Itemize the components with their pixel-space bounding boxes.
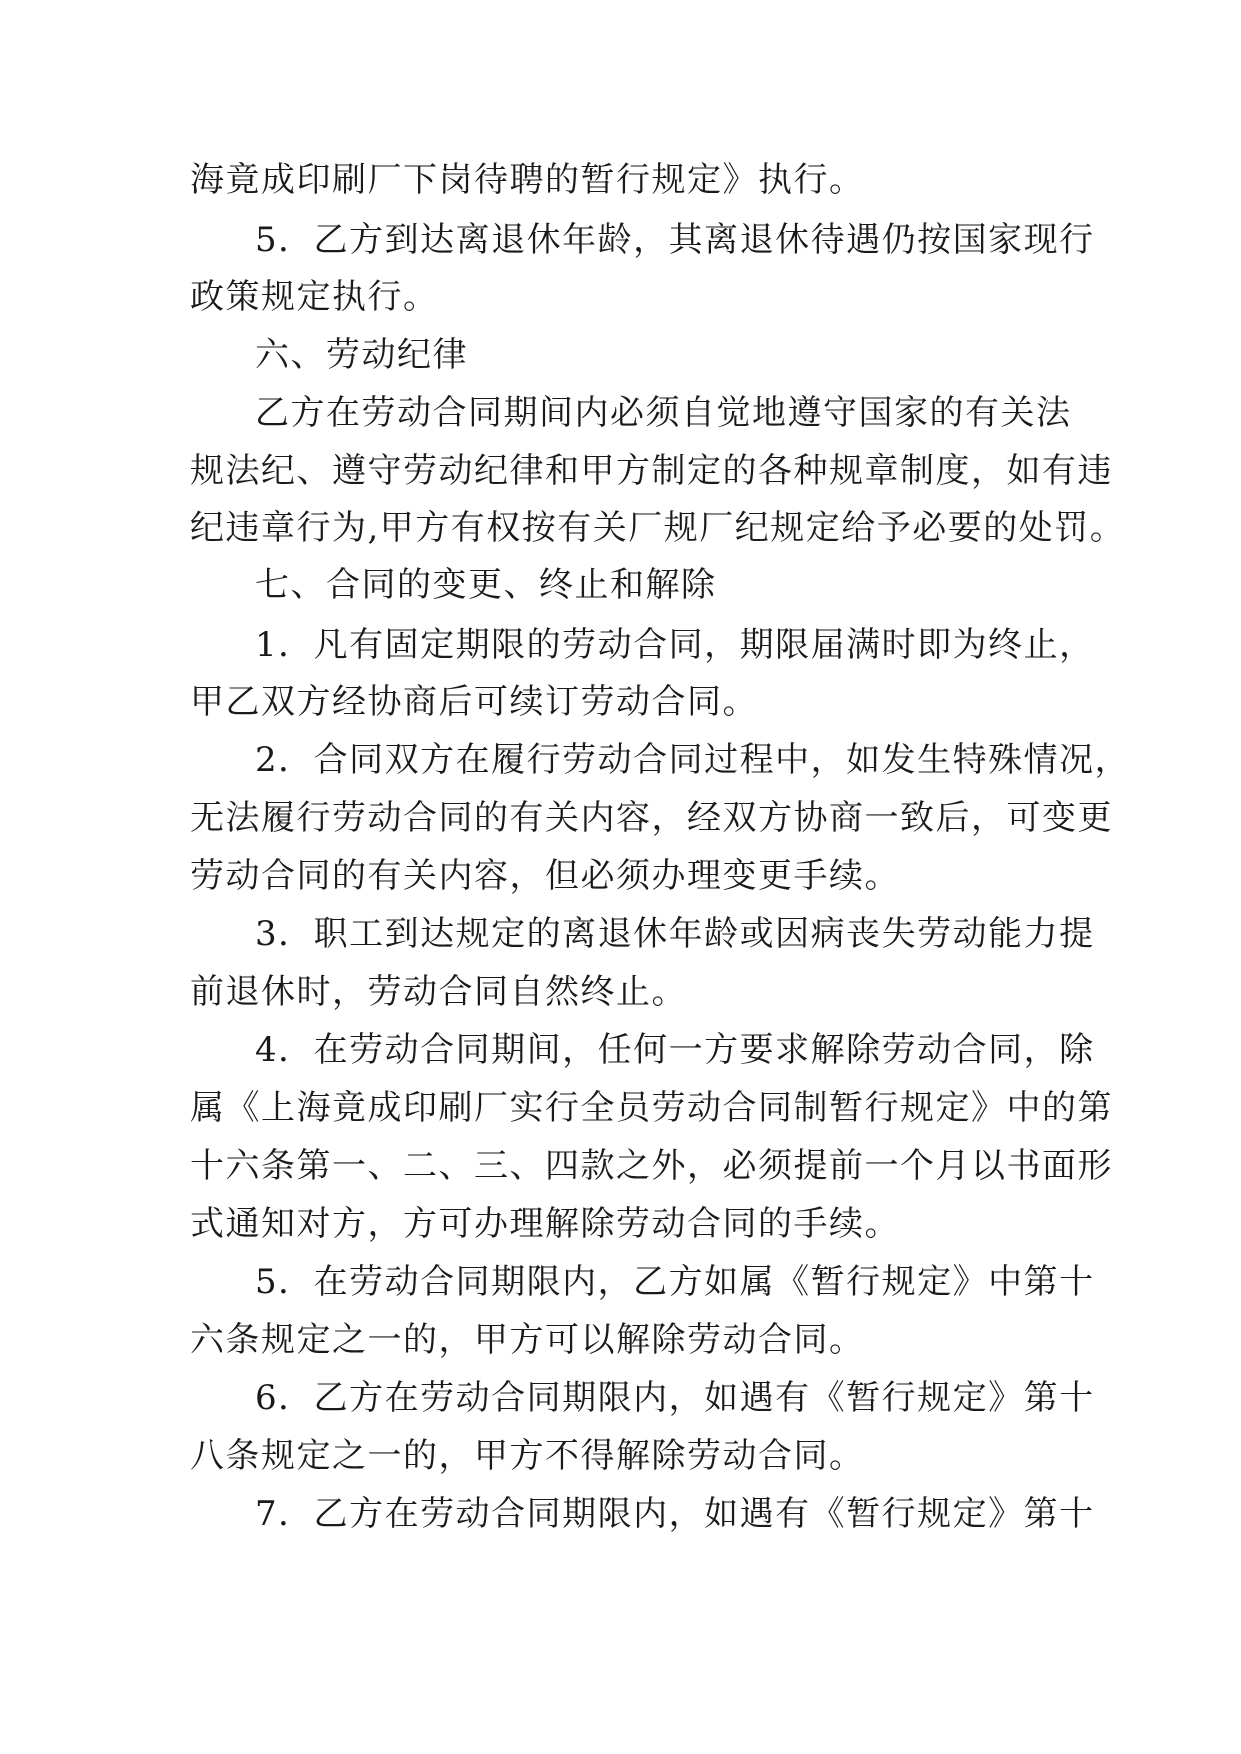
paragraph-line: 纪违章行为,甲方有权按有关厂规厂纪规定给予必要的处罚。 [190, 508, 1126, 548]
paragraph-line: 1．凡有固定期限的劳动合同，期限届满时即为终止， [255, 625, 1095, 665]
paragraph-line: 7．乙方在劳动合同期限内，如遇有《暂行规定》第十 [255, 1494, 1095, 1534]
paragraph-line: 属《上海竟成印刷厂实行全员劳动合同制暂行规定》中的第 [190, 1088, 1113, 1128]
paragraph-line: 2．合同双方在履行劳动合同过程中，如发生特殊情况， [255, 740, 1131, 780]
paragraph-line: 3．职工到达规定的离退休年龄或因病丧失劳动能力提 [255, 914, 1095, 954]
paragraph-line: 规法纪、遵守劳动纪律和甲方制定的各种规章制度，如有违 [190, 451, 1113, 491]
paragraph-line: 甲乙双方经协商后可续订劳动合同。 [190, 682, 758, 722]
section-heading: 七、合同的变更、终止和解除 [255, 565, 717, 605]
paragraph-line: 六条规定之一的，甲方可以解除劳动合同。 [190, 1320, 865, 1360]
paragraph-line: 前退休时，劳动合同自然终止。 [190, 972, 687, 1012]
paragraph-line: 十六条第一、二、三、四款之外，必须提前一个月以书面形 [190, 1146, 1113, 1186]
paragraph-line: 5．乙方到达离退休年龄，其离退休待遇仍按国家现行 [255, 220, 1095, 260]
paragraph-line: 4．在劳动合同期间，任何一方要求解除劳动合同，除 [255, 1030, 1095, 1070]
paragraph-line: 无法履行劳动合同的有关内容，经双方协商一致后，可变更 [190, 798, 1113, 838]
paragraph-line: 劳动合同的有关内容，但必须办理变更手续。 [190, 856, 900, 896]
paragraph-line: 政策规定执行。 [190, 277, 439, 317]
paragraph-line: 6．乙方在劳动合同期限内，如遇有《暂行规定》第十 [255, 1378, 1095, 1418]
paragraph-line: 八条规定之一的，甲方不得解除劳动合同。 [190, 1436, 865, 1476]
paragraph-line: 海竟成印刷厂下岗待聘的暂行规定》执行。 [190, 160, 865, 200]
paragraph-line: 式通知对方，方可办理解除劳动合同的手续。 [190, 1204, 900, 1244]
paragraph-line: 乙方在劳动合同期间内必须自觉地遵守国家的有关法 [255, 393, 1072, 433]
paragraph-line: 5．在劳动合同期限内，乙方如属《暂行规定》中第十 [255, 1262, 1095, 1302]
section-heading: 六、劳动纪律 [255, 335, 468, 375]
